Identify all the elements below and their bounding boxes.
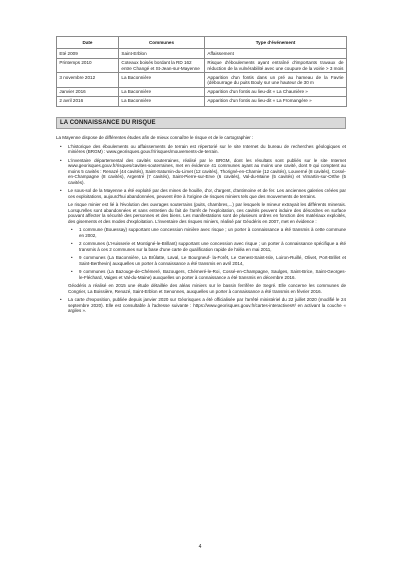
table-cell: Coteaux boisés bordant la RD 162 entre Changé et St-Jean-sur-Mayenne <box>119 58 205 73</box>
document-page <box>56 36 346 317</box>
list-item: • L'inventaire départemental des cavités souterraines, réalisé par le BRGM, dont les résultats sont publiés sur le site Internet www.georisques.gouv.fr/risques/cavites-souterraines, met en évidence 41 communes ayant au moins une cavité, dont 9 qui comptent au moins 5 cavités : Renazé (44 cavités), Saint-Saturnin-du-Limet (12 cavités), Thorigné-en-Charnie (12 cavités), Louverné (8 cavités), Cossé-en-Champagne (8 cavités), Argentré (7 cavités), Saint-Pierre-sur-Erve (6 cavités), Val-du-Maine (5 cavités) et Vimartin-sur-Orthe (5 cavités). <box>56 158 346 186</box>
list-item: • 2 communes (L'Huisserie et Montigné-le-Brillant) supportant une concession avec risque ; un porter à connaissance spécifique a été transmis à ces 2 communes sur la base d'une carte de qualification rapide de l'aléa en mai 2011, <box>68 241 346 252</box>
intro-paragraph: La Mayenne dispose de différentes études afin de mieux connaître le risque et de le cartographier : <box>56 135 254 141</box>
list-item: • 1 commune (Bouessay) supportant une concession minière avec risque ; un porter à connaissance a été transmis à cette commune en 2002, <box>68 227 346 238</box>
list-item: • 9 communes (La Bazouge-de-Chémeré, Bazougers, Chémeré-le-Roi, Cossé-en-Champagne, Saulges, Saint-Brice, Saint-Georges- le-Fléchard, Vaiges et Val-du-Maine) auxquelles un porter à connaissance a été transmis en décembre 2016. <box>68 269 346 280</box>
list-item: • Le sous-sol de la Mayenne a été exploité par des mines de houille, d'or, d'argent, d'antimoine et de fer. Les anciennes galeries créées par ces exploitations, aujourd'hui abandonnées, peuvent être à l'origine de risques miniers tels que des mouvements de terrains. <box>56 188 346 199</box>
table-cell: La Baconnière <box>119 97 205 106</box>
table-cell: Printemps 2010 <box>57 58 119 73</box>
events-table <box>56 36 347 107</box>
column-header-communes: Communes <box>119 37 205 49</box>
table-cell: Apparition d'un fontis dans un pré au hameau de la Favrie (débourrage du puits Bouly sur une hauteur de 30 m <box>205 73 347 88</box>
list-item: • 9 communes (La Baconnière, La Brûlatte, Laval, Le Bourgneuf- la-Forêt, Le Genest-Saint-Isle, Loiron-Ruillé, Olivet, Port-Brillet et Saint-Berthevin) auxquelles un porter à connaissance a été transmis en avril 2014, <box>68 255 346 266</box>
bullet-list <box>56 144 346 200</box>
table-cell: La Baconnière <box>119 87 205 96</box>
table-cell: 2 avril 2016 <box>57 97 119 106</box>
column-header-date: Date <box>57 37 119 49</box>
geoderis-paragraph: Géodéris a réalisé en 2015 une étude détaillée des aléas miniers sur le bassin ferrifère de Segré. Elle concerne les communes de Congrier, La Boissière, Renazé, Saint-Erblon et Senonnes, auxquelles un porter à connaissance a été transmis en février 2016. <box>68 283 346 294</box>
table-row <box>57 58 347 73</box>
table-row <box>57 97 347 106</box>
page-number: 4 <box>198 544 202 550</box>
sub-bullet-list <box>68 227 346 280</box>
table-row <box>57 87 347 96</box>
section-body <box>56 135 346 314</box>
table-cell: Apparition d'un fontis au lieu-dit « La Fromangère » <box>205 97 347 106</box>
table-cell: Eté 2009 <box>57 49 119 58</box>
bullet-list-final <box>56 297 346 314</box>
table-row <box>57 49 347 58</box>
list-item: • L'historique des éboulements ou affaissements de terrain est répertorié sur le site Internet du bureau de recherches géologiques et minières (BRGM) : www.georisques.gouv.fr/risques/mouvements-de-terrain. <box>56 144 346 155</box>
table-cell: La Baconnière <box>119 73 205 88</box>
table-cell: Saint-Erblon <box>119 49 205 58</box>
mining-block <box>56 202 346 294</box>
table-cell: 3 novembre 2012 <box>57 73 119 88</box>
table-header-row <box>57 37 347 49</box>
table-cell: Apparition d'un fontis au lieu-dit « La Chaunière » <box>205 87 347 96</box>
table-cell: Risque d'éboulements ayant entraîné d'importants travaux de réduction de la vulnérabilité avec une coupure de la voirie > 3 mois <box>205 58 347 73</box>
table-row <box>57 73 347 88</box>
table-cell: Affaissement <box>205 49 347 58</box>
table-cell: Janvier 2016 <box>57 87 119 96</box>
column-header-event-type: Type d'événement <box>205 37 347 49</box>
list-item: • La carte d'exposition, publiée depuis janvier 2020 sur Géorisques a été officialisée par l'arrêté ministériel du 22 juillet 2020 (modifié le 24 septembre 2020). Elle est consultable à l'adresse suivante : https://www.georisques.gouv.fr/cartes-interactives#/ en activant la couche « argiles ». <box>56 297 346 314</box>
section-heading: LA CONNAISSANCE DU RISQUE <box>56 117 346 130</box>
mining-paragraph: Le risque minier est lié à l'évolution des ouvrages souterrains (puits, chambres,...) par lesquels le mineur extrayait les différents minerais. Lorsqu'elles sont abandonnées et sans entretien du fait de l'arrêt de l'exploitation, ces cavités peuvent induire des désordres en surface pouvant affecter la sécurité des personnes et des biens. Les manifestations sont de plusieurs ordres en fonction des matériaux exploités, des gisements et des modes d'exploitation. L'inventaire des risques miniers, réalisé par Géodéris en 2007, met en évidence : <box>68 202 346 224</box>
